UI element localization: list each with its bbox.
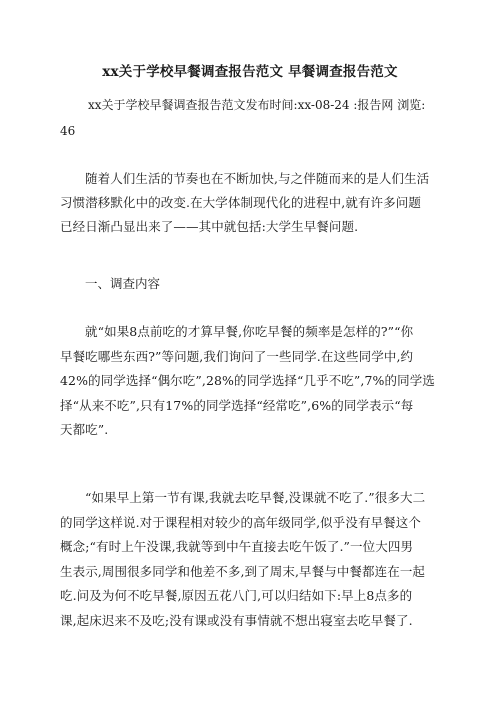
paragraph-line: 已经日渐凸显出来了——其中就包括:大学生早餐问题.: [60, 219, 359, 234]
paragraph-line: 42%的同学选择“偶尔吃”,28%的同学选择“几乎不吃”,7%的同学选: [60, 373, 435, 388]
paragraph-line: 择“从来不吃”,只有17%的同学选择“经常吃”,6%的同学表示“每: [60, 397, 414, 413]
paragraph-line: 习惯潜移默化中的改变.在大学体制现代化的进程中,就有许多问题: [60, 195, 421, 210]
paragraph-line: 课,起床迟来不及吃;没有课或没有事情就不想出寝室去吃早餐了.: [60, 612, 413, 628]
paragraph-line: 概念;“有时上午没课,我就等到中午直接去吃午饭了.”一位大四男: [60, 539, 414, 554]
paragraph-line: 就“如果8点前吃的才算早餐,你吃早餐的频率是怎样的?”“你: [85, 324, 414, 339]
paragraph-line: 吃.问及为何不吃早餐,原因五花八门,可以归结如下:早上8点多的: [60, 588, 413, 603]
meta-line-1: xx关于学校早餐调查报告范文发布时间:xx-08-24 :报告网 浏览:: [88, 98, 426, 112]
paragraph-3: [60, 486, 440, 633]
section-heading: 一、调查内容: [85, 276, 161, 291]
paragraph-line: 的同学这样说.对于课程相对较少的高年级同学,似乎没有早餐这个: [60, 514, 421, 530]
document-meta: [60, 92, 460, 144]
paragraph-line: 早餐吃哪些东西?”等问题,我们询问了一些同学.在这些同学中,约: [60, 348, 414, 364]
paragraph-line: 生表示,周围很多同学和他差不多,到了周末,早餐与中餐都连在一起: [60, 563, 426, 579]
paragraph-1: [60, 167, 440, 239]
paragraph-2: [60, 320, 440, 443]
paragraph-line: 随着人们生活的节奏也在不断加快,与之伴随而来的是人们生活: [85, 171, 430, 186]
document-title: xx关于学校早餐调查报告范文 早餐调查报告范文: [102, 64, 398, 80]
paragraph-line: 天都吃”.: [60, 422, 109, 437]
meta-line-2: 46: [60, 124, 76, 138]
paragraph-line: “如果早上第一节有课,我就去吃早餐,没课就不吃了.”很多大二: [85, 490, 426, 505]
